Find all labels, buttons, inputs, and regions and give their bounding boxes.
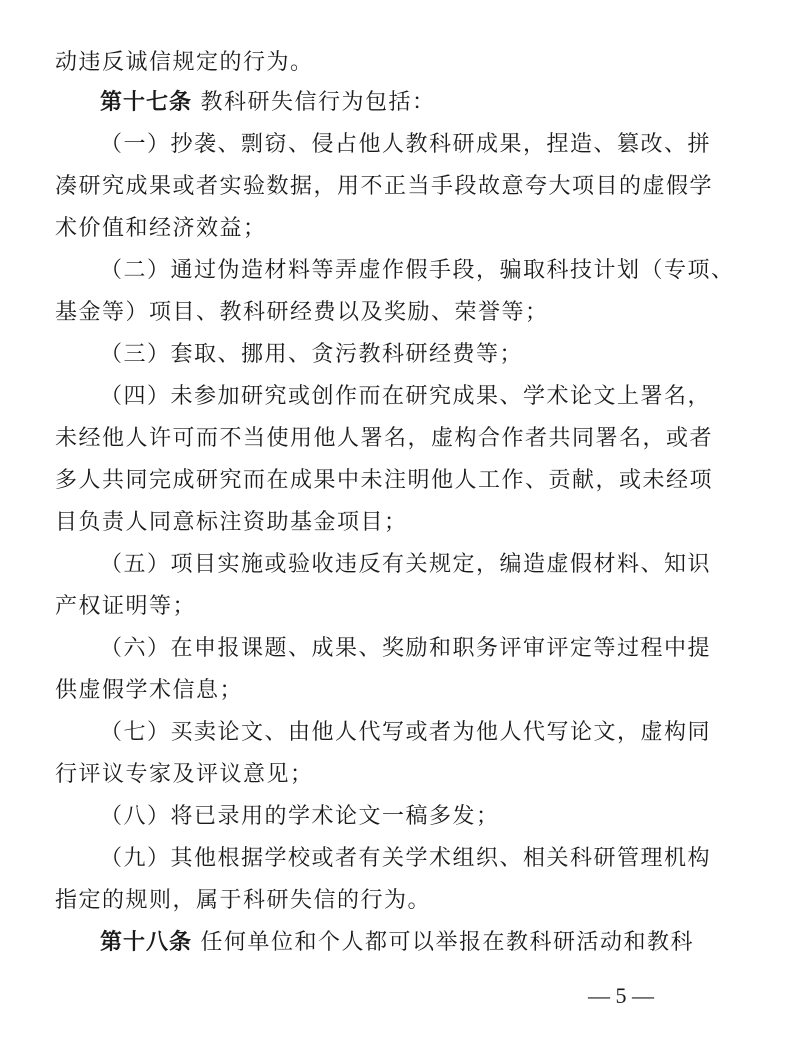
line-text: 行评议专家及评议意见；: [55, 762, 314, 787]
text-line: [100, 797, 695, 837]
line-text: 术价值和经济效益；: [55, 216, 267, 241]
text-line: [100, 545, 712, 585]
text-line: [55, 419, 714, 459]
line-text: 基金等）项目、教科研经费以及奖励、荣誉等；: [55, 300, 549, 325]
text-line: [55, 587, 695, 627]
line-text: （三）套取、挪用、贪污教科研经费等；: [100, 342, 524, 367]
line-text: 动违反诚信规定的行为。: [55, 50, 314, 75]
line-text: 任何单位和个人都可以举报在教科研活动和教科: [192, 930, 695, 955]
line-text: （四）未参加研究或创作而在研究成果、学术论文上署名，: [100, 384, 712, 409]
text-line: [55, 167, 714, 207]
line-text: （九）其他根据学校或者有关学术组织、相关科研管理机构: [100, 846, 712, 871]
line-text: （二）通过伪造材料等弄虚作假手段，骗取科技计划（专项、: [100, 258, 735, 283]
line-text: 指定的规则，属于科研失信的行为。: [55, 888, 432, 913]
line-text: （七）买卖论文、由他人代写或者为他人代写论文，虚构同: [100, 720, 712, 745]
text-line: [55, 43, 695, 83]
text-line: [55, 293, 695, 333]
text-line: [55, 209, 695, 249]
page-number: — 5 —: [588, 983, 654, 1008]
text-line: [100, 629, 712, 669]
line-text: 目负责人同意标注资助基金项目；: [55, 510, 408, 535]
text-line: [55, 881, 695, 921]
line-text: （六）在申报课题、成果、奖励和职务评审评定等过程中提: [100, 636, 712, 661]
line-text: 凑研究成果或者实验数据，用不正当手段故意夸大项目的虚假学: [55, 174, 714, 199]
line-text: （八）将已录用的学术论文一稿多发；: [100, 804, 500, 829]
article-17-line: [100, 83, 695, 123]
text-line: [100, 335, 695, 375]
article-heading: 第十八条: [100, 930, 193, 955]
line-text: （五）项目实施或验收违反有关规定，编造虚假材料、知识: [100, 552, 712, 577]
text-line: [55, 671, 695, 711]
line-text: （一）抄袭、剽窃、侵占他人教科研成果，捏造、篡改、拼: [100, 132, 712, 157]
text-line: [55, 755, 695, 795]
line-text: 多人共同完成研究而在成果中未注明他人工作、贡献，或未经项: [55, 468, 714, 493]
article-heading: 第十七条: [100, 90, 193, 115]
line-text: 未经他人许可而不当使用他人署名，虚构合作者共同署名，或者: [55, 426, 714, 451]
text-line: [100, 251, 735, 291]
line-text: 供虚假学术信息；: [55, 678, 244, 703]
text-line: [55, 461, 714, 501]
article-18-line: [100, 923, 695, 963]
text-line: [100, 377, 712, 417]
text-line: [100, 839, 712, 879]
line-text: 教科研失信行为包括：: [192, 90, 436, 115]
text-line: [100, 125, 712, 165]
text-line: [55, 503, 695, 543]
line-text: 产权证明等；: [55, 594, 197, 619]
text-line: [100, 713, 712, 753]
